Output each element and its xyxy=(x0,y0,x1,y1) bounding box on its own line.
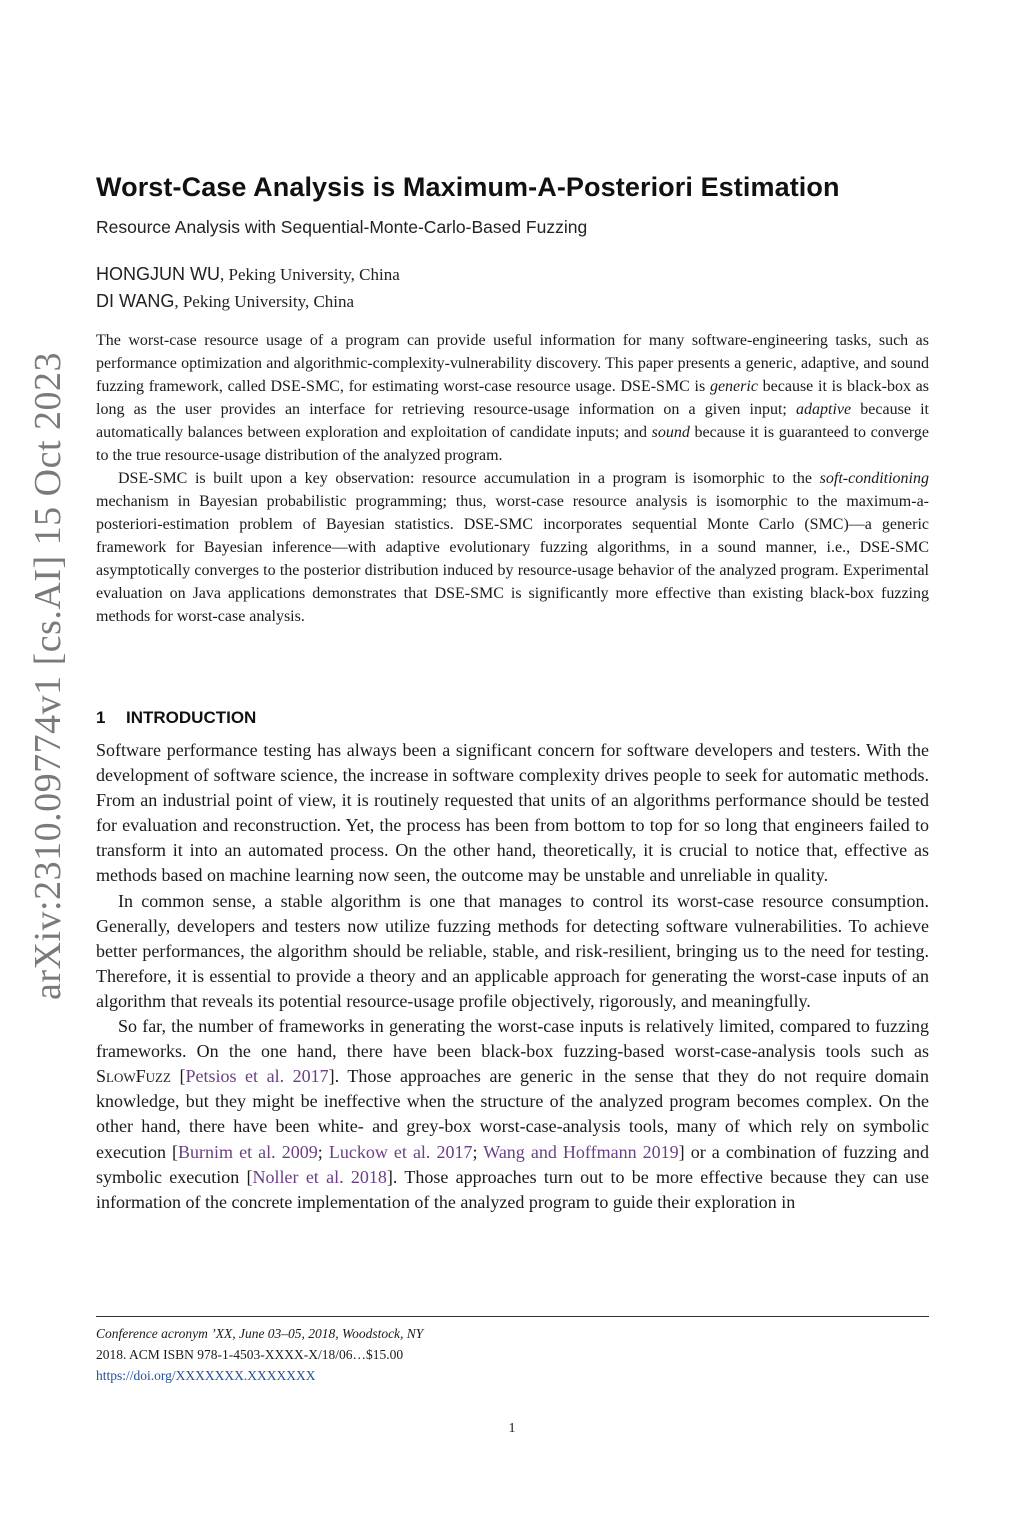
section-heading-introduction xyxy=(96,708,256,728)
citation-link[interactable]: Luckow et al. 2017 xyxy=(328,1141,473,1162)
abstract-paragraph-2: DSE-SMC is built upon a key observation: resource accumulation in a program is isomorphic to the soft-conditioning mechanism in Bayesian probabilistic programming; thus, worst-case resource analysis is isomorphic to the maximum-a-posteriori-estimation problem of Bayesian statistics. DSE-SMC incorporates sequential Monte Carlo (SMC)—a generic framework for Bayesian inference—with adaptive evolutionary fuzzing algorithms, in a sound manner, i.e., DSE-SMC asymptotically converges to the posterior distribution induced by resource-usage behavior of the analyzed program. Experimental evaluation on Java applications demonstrates that DSE-SMC is significantly more effective than existing black-box fuzzing methods for worst-case analysis. xyxy=(96,470,929,625)
author-affiliation: Peking University, China xyxy=(182,292,355,311)
body-paragraph-1: Software performance testing has always been a significant concern for software developers and testers. With the development of software science, the increase in software complexity drives people to seek for automatic methods. From an industrial point of view, it is routinely requested that units of an algorithms performance should be tested for evaluation and reconstruction. Yet, the process has been from bottom to top for so long that engineers failed to transform it into an automated process. On the other hand, theoretically, it is crucial to notice that, effective as methods based on machine learning now seen, the outcome may be unstable and unreliable in quality. xyxy=(96,740,929,886)
paper-subtitle: Resource Analysis with Sequential-Monte-Carlo-Based Fuzzing xyxy=(96,217,588,237)
doi-link[interactable]: https://doi.org/XXXXXXX.XXXXXXX xyxy=(96,1368,316,1383)
venue-note: Conference acronym ’XX, June 03–05, 2018, Woodstock, NY xyxy=(96,1326,424,1341)
section-number: 1 xyxy=(96,708,106,727)
body-paragraph-3: So far, the number of frameworks in generating the worst-case inputs is relatively limited, compared to fuzzing frameworks. On the one hand, there have been black-box fuzzing-based worst-case-analysis tools such as SlowFuzz [Petsios et al. 2017]. Those approaches are generic in the sense that they do not require domain knowledge, but they might be ineffective when the structure of the analyzed program becomes complex. On the other hand, there have been white- and grey-box worst-case-analysis tools, many of which rely on symbolic execution [Burnim et al. 2009; Luckow et al. 2017; Wang and Hoffmann 2019] or a combination of fuzzing and symbolic execution [Noller et al. 2018]. Those approaches turn out to be more effective because they can use information of the concrete implementation of the analyzed program to guide their exploration in xyxy=(96,1016,929,1212)
page-number: 1 xyxy=(508,1421,516,1436)
paper-title: Worst-Case Analysis is Maximum-A-Posteriori Estimation xyxy=(96,172,840,202)
author-2: DI WANG, Peking University, China xyxy=(96,291,355,311)
citation-link[interactable]: Wang and Hoffmann 2019 xyxy=(483,1141,679,1162)
arxiv-identifier-stamp xyxy=(18,318,78,1034)
author-name: DI WANG xyxy=(96,291,175,311)
author-affiliation: Peking University, China xyxy=(228,265,400,284)
introduction-body xyxy=(96,738,929,1215)
isbn-note: 2018. ACM ISBN 978-1-4503-XXXX-X/18/06…$15.00 xyxy=(96,1347,404,1362)
footnotes xyxy=(96,1323,929,1386)
author-1: HONGJUN WU, Peking University, China xyxy=(96,264,400,284)
citation-link[interactable]: Noller et al. 2018 xyxy=(252,1166,387,1187)
citation-link[interactable]: Petsios et al. 2017 xyxy=(185,1066,329,1087)
section-title: INTRODUCTION xyxy=(126,708,257,727)
citation-link[interactable]: Burnim et al. 2009 xyxy=(178,1141,318,1162)
author-name: HONGJUN WU xyxy=(96,264,220,284)
arxiv-identifier-text: arXiv:2310.09774v1 [cs.AI] 15 Oct 2023 xyxy=(27,351,69,1001)
body-paragraph-2: In common sense, a stable algorithm is one that manages to control its worst-case resource consumption. Generally, developers and testers now utilize fuzzing methods for detecting software vulnerabilities. To achieve better performances, the algorithm should be reliable, stable, and risk-resilient, bringing us to the need for testing. Therefore, it is essential to provide a theory and an applicable approach for generating the worst-case inputs of an algorithm that reveals its potential resource-usage profile objectively, rigorously, and meaningfully. xyxy=(96,890,929,1011)
abstract xyxy=(96,329,929,628)
footnote-divider xyxy=(96,1316,929,1317)
tool-name-slowfuzz: SlowFuzz xyxy=(96,1066,171,1087)
abstract-paragraph-1: The worst-case resource usage of a program can provide useful information for many software-engineering tasks, such as performance optimization and algorithmic-complexity-vulnerability discovery. This paper presents a generic, adaptive, and sound fuzzing framework, called DSE-SMC, for estimating worst-case resource usage. DSE-SMC is generic because it is black-box as long as the user provides an interface for retrieving resource-usage information on a given input; adaptive because it automatically balances between exploration and exploitation of candidate inputs; and sound because it is guaranteed to converge to the true resource-usage distribution of the analyzed program. xyxy=(96,332,930,464)
